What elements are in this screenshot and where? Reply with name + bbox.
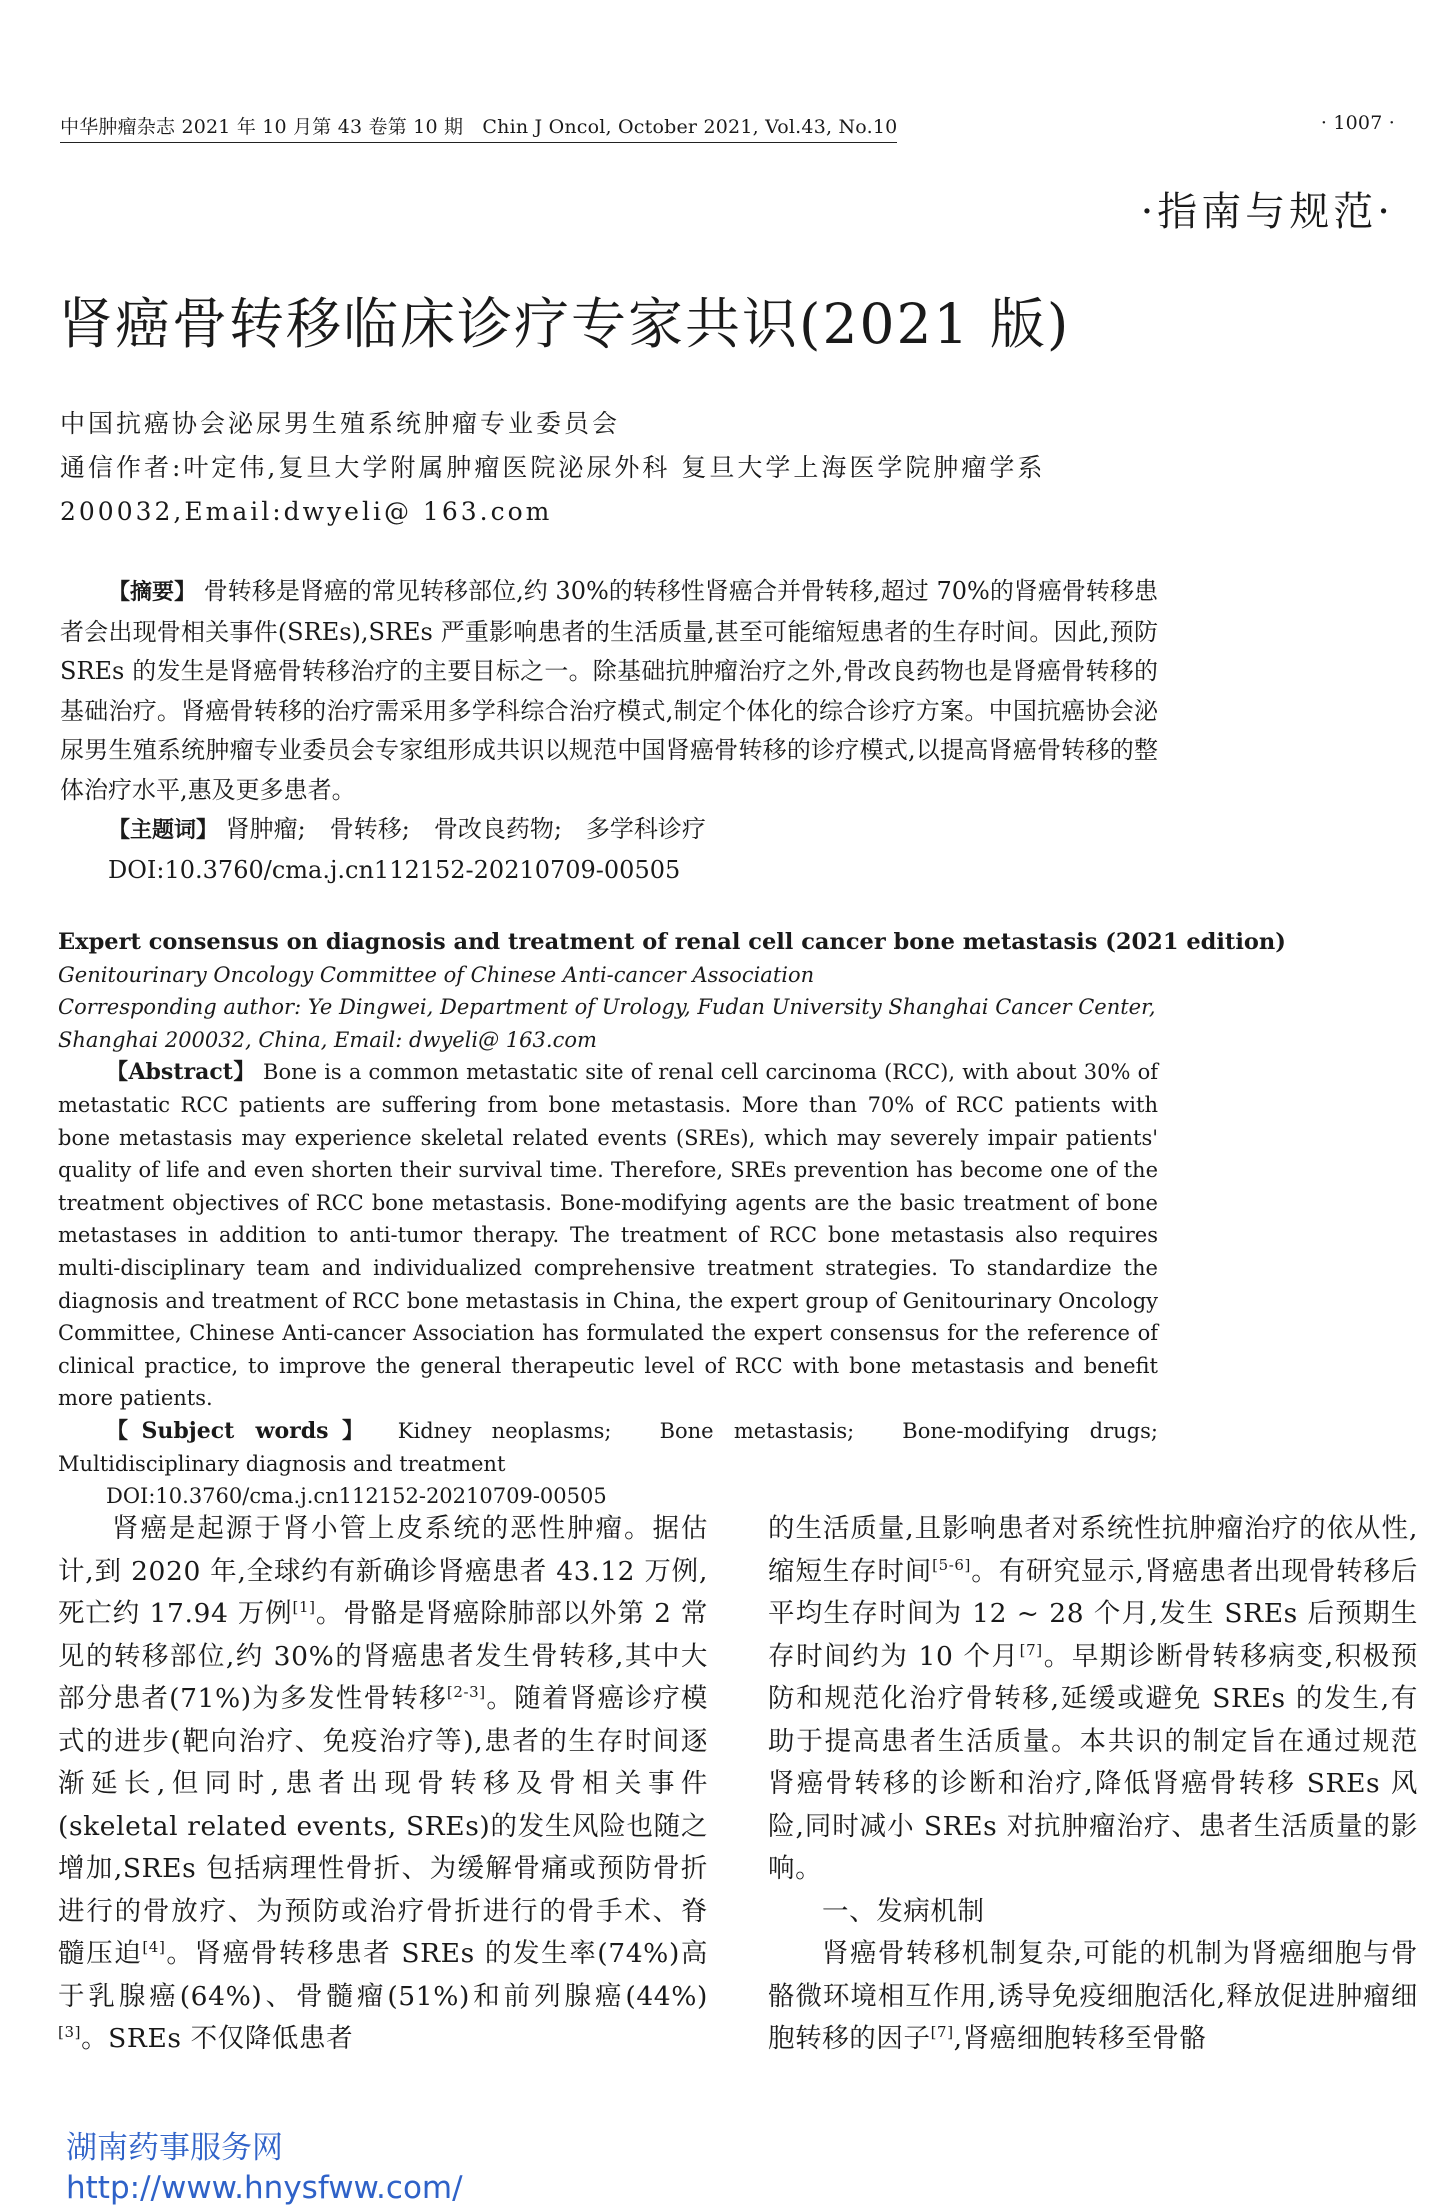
citation[interactable]: [2-3] <box>446 1683 486 1702</box>
en-keywords <box>58 1415 1179 1480</box>
page-number: · 1007 · <box>1320 112 1395 134</box>
running-header <box>60 112 1395 143</box>
cn-abstract-text: 骨转移是肾癌的常见转移部位,约 30%的转移性肾癌合并骨转移,超过 70%的肾癌骨转移患者会出现骨相关事件(SREs),SREs 严重影响患者的生活质量,甚至可能缩短患者的生存时间。因此,预防 SREs 的发生是肾癌骨转移治疗的主要目标之一。除基础抗肿瘤治疗之外,骨改良药物也是肾癌骨转移的基础治疗。肾癌骨转移的治疗需采用多学科综合治疗模式,制定个体化的综合诊疗方案。中国抗癌协会泌尿男生殖系统肿瘤专业委员会专家组形成共识以规范中国肾癌骨转移的诊疗模式,以提高肾癌骨转移的整体治疗水平,惠及更多患者。 <box>60 577 1158 804</box>
corresponding-author: 通信作者:叶定伟,复旦大学附属肿瘤医院泌尿外科 复旦大学上海医学院肿瘤学系 <box>60 453 1046 482</box>
en-title: Expert consensus on diagnosis and treatment of renal cell cancer bone metastasis (2021 edition) <box>58 929 1286 955</box>
author-committee: 中国抗癌协会泌尿男生殖系统肿瘤专业委员会 <box>60 409 621 438</box>
citation[interactable]: [7] <box>930 2023 954 2042</box>
en-correspondence-2: Shanghai 200032, China, Email: dwyeli@ 163.com <box>58 1027 597 1052</box>
en-keywords-text: Kidney neoplasms; Bone metastasis; Bone-modifying drugs; Multidisciplinary diagnosis and treatment <box>58 1418 1179 1476</box>
cn-abstract-label: 【摘要】 <box>108 580 197 605</box>
body-column-right <box>768 1508 1418 2061</box>
cn-abstract-paragraph <box>60 572 1158 810</box>
journal-info: 中华肿瘤杂志 2021 年 10 月第 43 卷第 10 期 Chin J Oncol, October 2021, Vol.43, No.10 <box>60 112 897 143</box>
cn-keywords-text: 肾肿瘤; 骨转移; 骨改良药物; 多学科诊疗 <box>225 815 706 843</box>
en-doi: DOI:10.3760/cma.j.cn112152-20210709-00505 <box>106 1484 607 1509</box>
body-text: 的生活质量,且影响患者对系统性抗肿瘤治疗的依从性,缩短生存时间 <box>768 1513 1418 1587</box>
body-text: 肾癌是起源于肾小管上皮系统的恶性肿瘤。据估计,到 2020 年,全球约有新确诊肾癌患者 43.12 万例,死亡约 17.94 万例 <box>58 1513 708 1629</box>
paper-title: 肾癌骨转移临床诊疗专家共识(2021 版) <box>58 292 1071 356</box>
section-label: ·指南与规范· <box>1140 189 1394 235</box>
en-committee: Genitourinary Oncology Committee of Chinese Anti-cancer Association <box>58 962 815 987</box>
body-column-left <box>58 1508 708 2061</box>
author-block <box>60 402 1045 534</box>
body-text: 。骨骼是肾癌除肺部以外第 2 常见的转移部位,约 30%的肾癌患者发生骨转移,其中大部分患者(71%)为多发性骨转移 <box>58 1598 708 1714</box>
body-text: ,肾癌细胞转移至骨骼 <box>953 2023 1207 2054</box>
citation[interactable]: [7] <box>1019 1640 1043 1659</box>
en-abstract-label: 【Abstract】 <box>106 1059 256 1086</box>
cn-doi: DOI:10.3760/cma.j.cn112152-20210709-00505 <box>108 855 681 884</box>
body-paragraph <box>58 1508 708 2061</box>
watermark-url[interactable]: http://www.hnysfww.com/ <box>66 2170 463 2206</box>
chinese-abstract <box>60 572 1158 890</box>
en-correspondence-1: Corresponding author: Ye Dingwei, Department of Urology, Fudan University Shanghai Cancer Center, <box>58 995 1156 1020</box>
watermark <box>66 2128 463 2208</box>
citation[interactable]: [1] <box>292 1598 316 1617</box>
section-heading: 一、发病机制 <box>822 1895 985 1927</box>
watermark-site-name: 湖南药事服务网 <box>66 2130 283 2166</box>
body-paragraph <box>768 1933 1418 2061</box>
en-keywords-label: 【Subject words】 <box>106 1417 378 1444</box>
en-abstract-text: Bone is a common metastatic site of renal cell carcinoma (RCC), with about 30% of metastatic RCC patients are suffering from bone metastasis. More than 70% of RCC patients with bone metastasis may experience skeletal related events (SREs), which may severely impair patients' quality of life and even shorten their survival time. Therefore, SREs prevention has become one of the treatment objectives of RCC bone metastasis. Bone-modifying agents are the basic treatment of bone metastases in addition to anti-tumor therapy. The treatment of RCC bone metastasis also requires multi-disciplinary team and individualized comprehensive treatment strategies. To standardize the diagnosis and treatment of RCC bone metastasis in China, the expert group of Genitourinary Oncology Committee, Chinese Anti-cancer Association has formulated the expert consensus for the reference of clinical practice, to improve the general therapeutic level of RCC with bone metastasis and benefit more patients. <box>58 1060 1158 1411</box>
citation[interactable]: [5-6] <box>932 1555 971 1574</box>
english-abstract <box>58 926 1286 1513</box>
body-text: 。有研究显示,肾癌患者出现骨转移后平均生存时间为 12 ~ 28 个月,发生 SREs 后预期生存时间约为 10 个月 <box>768 1555 1418 1672</box>
body-paragraph <box>768 1508 1418 1891</box>
body-text: 。肾癌骨转移患者 SREs 的发生率(74%)高于乳腺癌(64%)、骨髓瘤(51%)和前列腺癌(44%) <box>58 1938 708 2012</box>
cn-keywords <box>60 810 1158 851</box>
cn-keywords-label: 【主题词】 <box>108 818 219 843</box>
body-text: 。早期诊断骨转移病变,积极预防和规范化治疗骨转移,延缓或避免 SREs 的发生,有助于提高患者生活质量。本共识的制定旨在通过规范肾癌骨转移的诊断和治疗,降低肾癌骨转移 SREs 风险,同时减小 SREs 对抗肿瘤治疗、患者生活质量的影响。 <box>768 1640 1419 1884</box>
citation[interactable]: [4] <box>142 1938 166 1957</box>
body-text: 肾癌骨转移机制复杂,可能的机制为肾癌细胞与骨骼微环境相互作用,诱导免疫细胞活化,释放促进肿瘤细胞转移的因子 <box>768 1938 1418 2054</box>
body-text: 。随着肾癌诊疗模式的进步(靶向治疗、免疫治疗等),患者的生存时间逐渐延长,但同时,患者出现骨转移及骨相关事件(skeletal related events, SREs)的发生风险也随之增加,SREs 包括病理性骨折、为缓解骨痛或预防骨折进行的骨放疗、为预防或治疗骨折进行的骨手术、脊髓压迫 <box>58 1683 708 1969</box>
en-abstract-paragraph <box>58 1056 1158 1415</box>
citation[interactable]: [3] <box>58 2023 82 2042</box>
body-text: 。SREs 不仅降低患者 <box>81 2023 354 2054</box>
author-postcode-email: 200032,Email:dwyeli@ 163.com <box>60 497 553 526</box>
